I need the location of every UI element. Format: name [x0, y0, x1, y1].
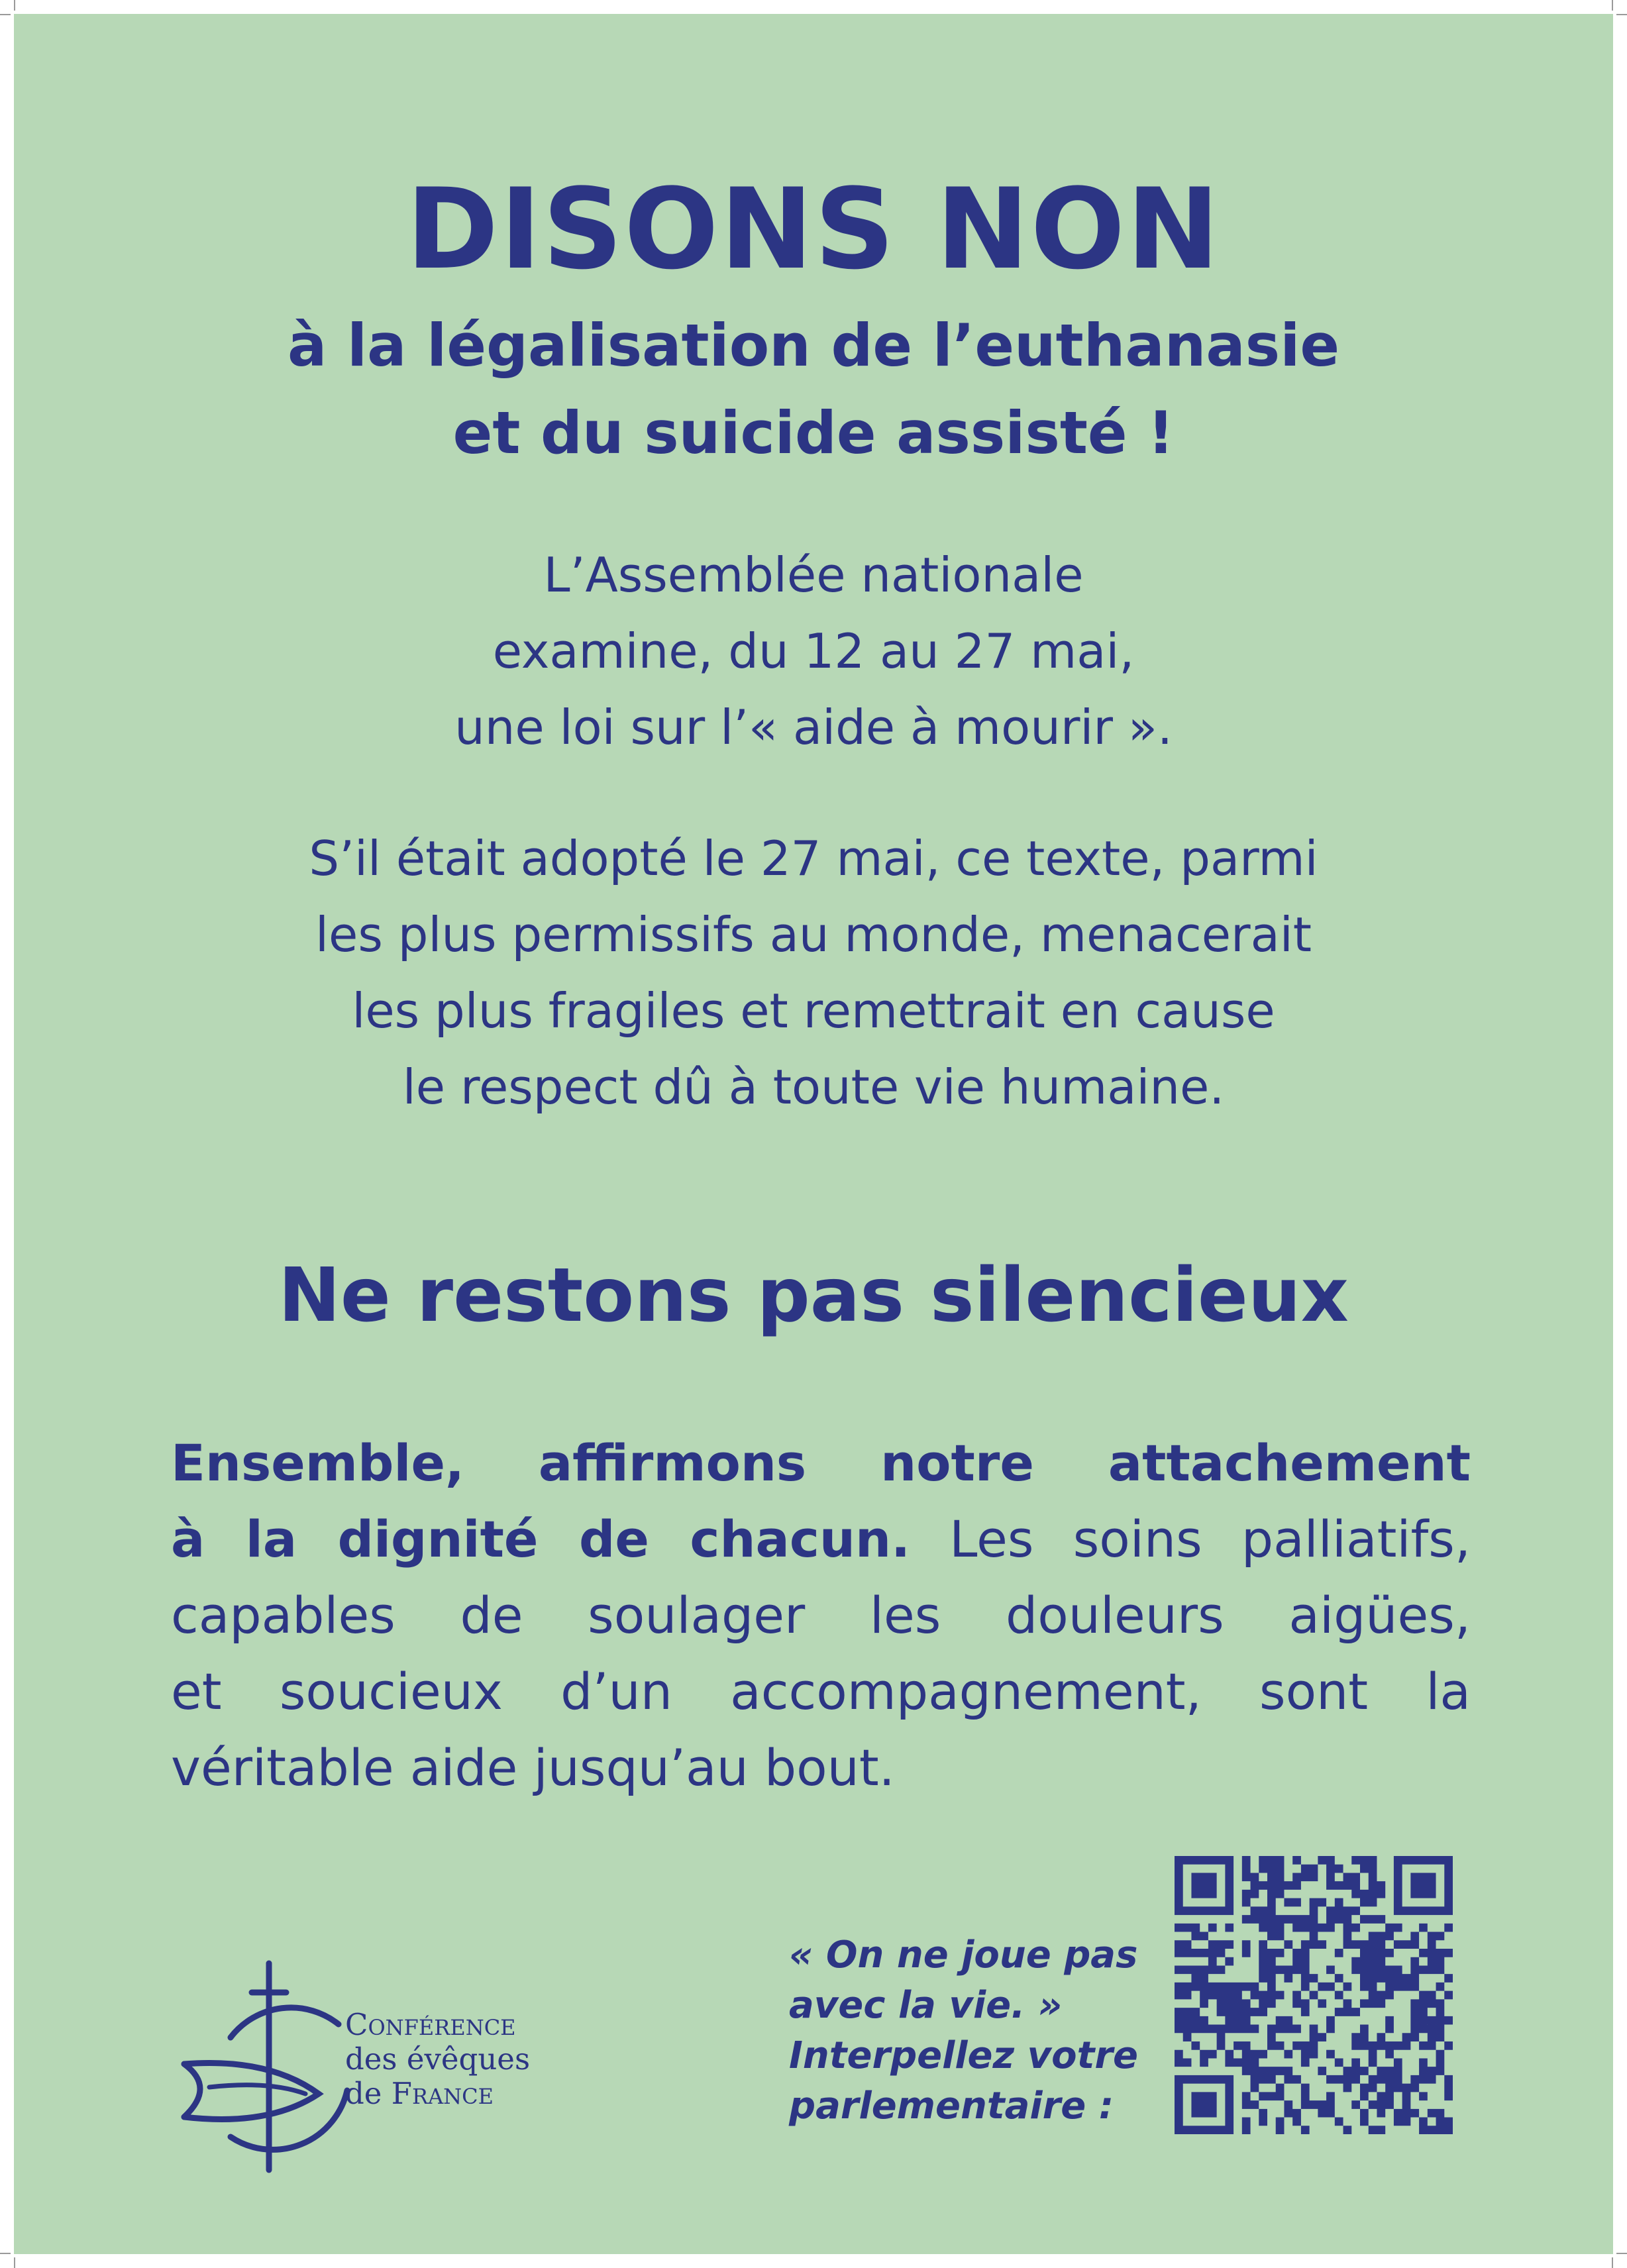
crop-mark — [0, 14, 11, 15]
section-heading: Ne restons pas silencieux — [278, 1253, 1349, 1339]
subtitle-line: à la légalisation de l’euthanasie — [287, 311, 1340, 380]
intro-line: examine, du 12 au 27 mai, — [492, 623, 1135, 679]
logo-initial: de F — [345, 2076, 412, 2111]
poster-subtitle — [14, 302, 1613, 477]
qr-code-icon[interactable] — [1175, 1856, 1453, 2134]
subtitle-line: et du suicide assisté ! — [452, 399, 1175, 467]
body-line: véritable aide jusqu’au bout. — [171, 1738, 895, 1797]
qr-finder-center — [1191, 2092, 1216, 2117]
crop-mark — [0, 2253, 11, 2254]
intro-paragraph — [14, 537, 1613, 766]
logo-text: rance — [411, 2076, 494, 2111]
crop-mark — [1612, 2257, 1613, 2268]
quote-block — [789, 1930, 1138, 2132]
body-bold-text: à la dignité de chacun. — [171, 1510, 910, 1569]
crop-mark — [1612, 0, 1613, 11]
logo-wordmark — [345, 2008, 530, 2111]
warning-line: les plus fragiles et remettrait en cause — [352, 983, 1275, 1039]
warning-line: les plus permissifs au monde, menacerait — [315, 907, 1312, 962]
crop-mark — [14, 0, 15, 11]
logo-initial: C — [345, 2007, 368, 2042]
poster-title: DISONS NON — [406, 164, 1221, 294]
quote-line: Interpellez votre — [789, 2034, 1138, 2077]
intro-line: L’Assemblée nationale — [543, 547, 1084, 603]
crop-mark — [14, 2257, 15, 2268]
logo-line — [345, 2008, 530, 2042]
qr-finder-center — [1191, 1873, 1216, 1898]
logo-text: onférence — [368, 2007, 516, 2042]
quote-line: avec la vie. » — [789, 1984, 1063, 2027]
body-line — [171, 1501, 1471, 1577]
quote-line: « On ne joue pas — [789, 1933, 1138, 1977]
body-text: Les soins palliatifs, — [910, 1510, 1471, 1569]
body-line: Ensemble, affirmons notre attachement — [171, 1433, 1471, 1492]
crop-mark — [1616, 14, 1627, 15]
logo-line: des évêques — [345, 2041, 531, 2077]
body-line: et soucieux d’un accompagnement, sont la — [171, 1662, 1471, 1721]
warning-paragraph — [14, 821, 1613, 1125]
qr-finder-center — [1410, 1873, 1436, 1898]
intro-line: une loi sur l’« aide à mourir ». — [454, 699, 1173, 755]
warning-line: S’il était adopté le 27 mai, ce texte, parmi — [309, 831, 1318, 886]
body-line: capables de soulager les douleurs aigües, — [171, 1586, 1471, 1645]
poster — [14, 14, 1613, 2254]
quote-line: parlementaire : — [789, 2085, 1114, 2128]
logo-line — [345, 2077, 530, 2111]
call-to-action-paragraph — [171, 1425, 1471, 1806]
crop-mark — [1616, 2253, 1627, 2254]
warning-line: le respect dû à toute vie humaine. — [402, 1059, 1225, 1115]
